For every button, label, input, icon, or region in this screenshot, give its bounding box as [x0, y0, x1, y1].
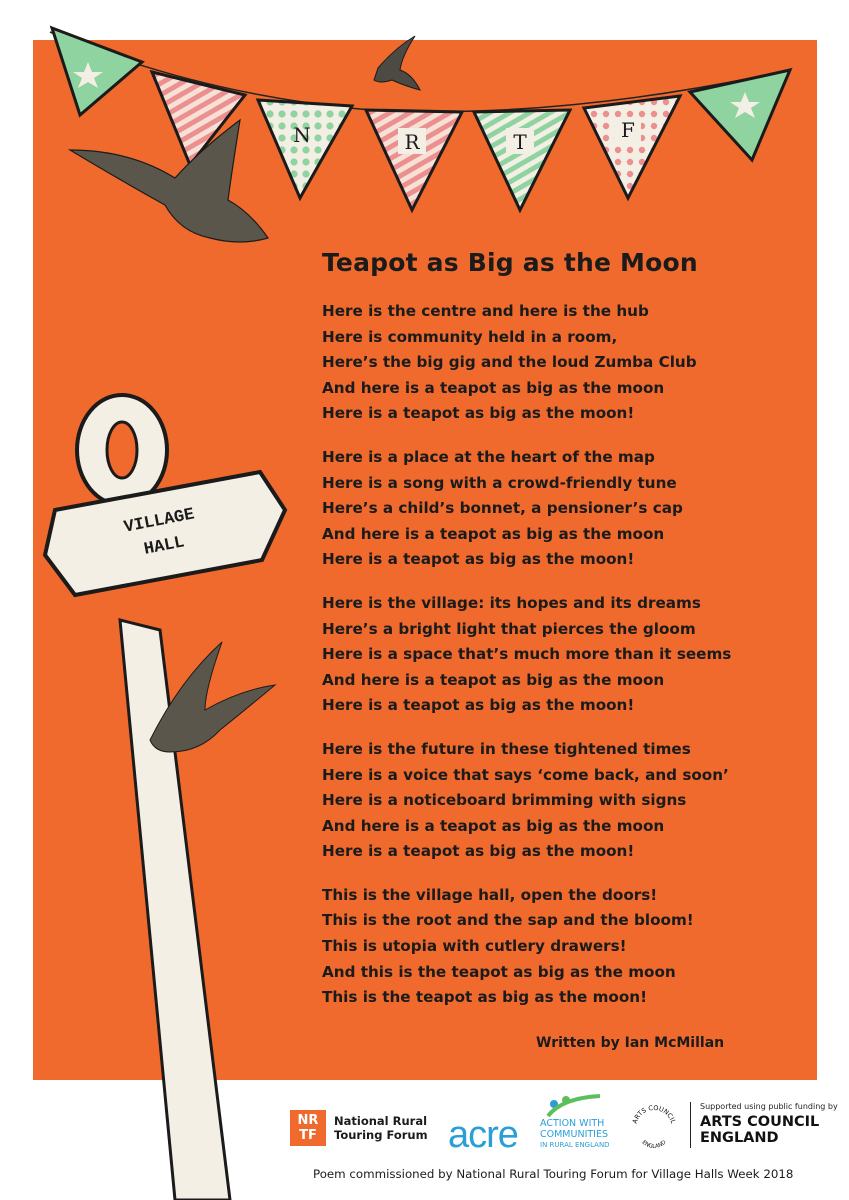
flag-letter-t — [474, 110, 570, 210]
poem-line: This is the root and the sap and the bloom! — [322, 911, 694, 930]
svg-text:HALL: HALL — [142, 533, 187, 560]
svg-text:ENGLAND: ENGLAND — [640, 1139, 668, 1151]
nrtf-mark: NR TF — [290, 1110, 326, 1146]
poem-line: This is the teapot as big as the moon! — [322, 988, 648, 1007]
arts-divider — [690, 1102, 691, 1148]
poem — [322, 248, 802, 1029]
stanza — [322, 883, 802, 1011]
poem-line: Here is the centre and here is the hub — [322, 302, 649, 320]
sign-loop — [77, 395, 167, 505]
arts-support-text: Supported using public funding by — [700, 1102, 838, 1111]
poem-line: Here is a teapot as big as the moon! — [322, 404, 635, 423]
svg-text:VILLAGE: VILLAGE — [122, 505, 197, 538]
commission-note: Poem commissioned by National Rural Touring Forum for Village Halls Week 2018 — [313, 1167, 794, 1181]
poem-line: Here is a place at the heart of the map — [322, 447, 655, 466]
flag-letter-n — [258, 100, 352, 198]
arts-council-logo — [628, 1100, 838, 1160]
poem-line: Here is a voice that says ‘come back, and soon’ — [322, 765, 729, 784]
stanza — [322, 445, 802, 573]
bunting-illustration — [0, 0, 849, 260]
poem-line: Here is community held in a room, — [322, 327, 618, 346]
poem-line: Here is a teapot as big as the moon! — [322, 550, 635, 569]
poem-line: And this is the teapot as big as the moon — [322, 962, 676, 981]
acre-logo — [448, 1090, 648, 1160]
poem-line: Here is a space that’s much more than it seems — [322, 645, 732, 664]
poem-line: Here’s a child’s bonnet, a pensioner’s cap — [322, 499, 683, 518]
stanza — [322, 591, 802, 719]
poem-line: And here is a teapot as big as the moon — [322, 524, 665, 543]
poem-line: Here is a teapot as big as the moon! — [322, 842, 635, 861]
poem-title: Teapot as Big as the Moon — [322, 248, 698, 277]
poem-credit: Written by Ian McMillan — [536, 1035, 725, 1051]
acre-figures-icon — [544, 1090, 604, 1118]
nrtf-name: National Rural Touring Forum — [334, 1114, 428, 1142]
arts-council-name: ARTS COUNCIL ENGLAND — [700, 1114, 820, 1146]
svg-text:ARTS COUNCIL: ARTS COUNCIL — [630, 1103, 678, 1125]
swallow-top — [374, 36, 420, 90]
acre-tagline: ACTION WITH COMMUNITIES IN RURAL ENGLAND — [540, 1118, 610, 1149]
poem-line: Here is the village: its hopes and its dreams — [322, 593, 701, 612]
sign-board — [45, 472, 285, 595]
svg-text:F: F — [621, 118, 635, 142]
svg-text:N: N — [293, 123, 311, 147]
poem-line: Here is a song with a crowd-friendly tune — [322, 473, 677, 492]
poem-line: Here is a noticeboard brimming with signs — [322, 791, 687, 810]
poem-line: Here’s a bright light that pierces the gloom — [322, 619, 696, 638]
village-hall-signpost — [0, 380, 320, 1200]
flag-star-left — [52, 28, 142, 115]
poem-line: And here is a teapot as big as the moon — [322, 670, 665, 689]
poem-line: Here is the future in these tightened times — [322, 739, 691, 758]
flag-star-right — [690, 70, 790, 160]
poem-line: This is the village hall, open the doors! — [322, 885, 658, 904]
poem-line: And here is a teapot as big as the moon — [322, 378, 665, 397]
acre-wordmark: acre — [448, 1114, 518, 1156]
svg-text:T: T — [513, 130, 527, 154]
poem-line: Here’s the big gig and the loud Zumba Club — [322, 353, 697, 372]
svg-text:R: R — [404, 130, 420, 154]
arts-council-roundel — [628, 1100, 680, 1152]
poem-line: Here is a teapot as big as the moon! — [322, 696, 635, 715]
stanza — [322, 737, 802, 865]
flag-letter-r — [366, 110, 462, 210]
poem-line: And here is a teapot as big as the moon — [322, 816, 665, 835]
stanza — [322, 299, 802, 427]
swallow-large — [70, 120, 268, 242]
flag-letter-f — [584, 96, 680, 198]
sponsor-logos — [290, 1090, 838, 1160]
poem-line: This is utopia with cutlery drawers! — [322, 937, 627, 956]
